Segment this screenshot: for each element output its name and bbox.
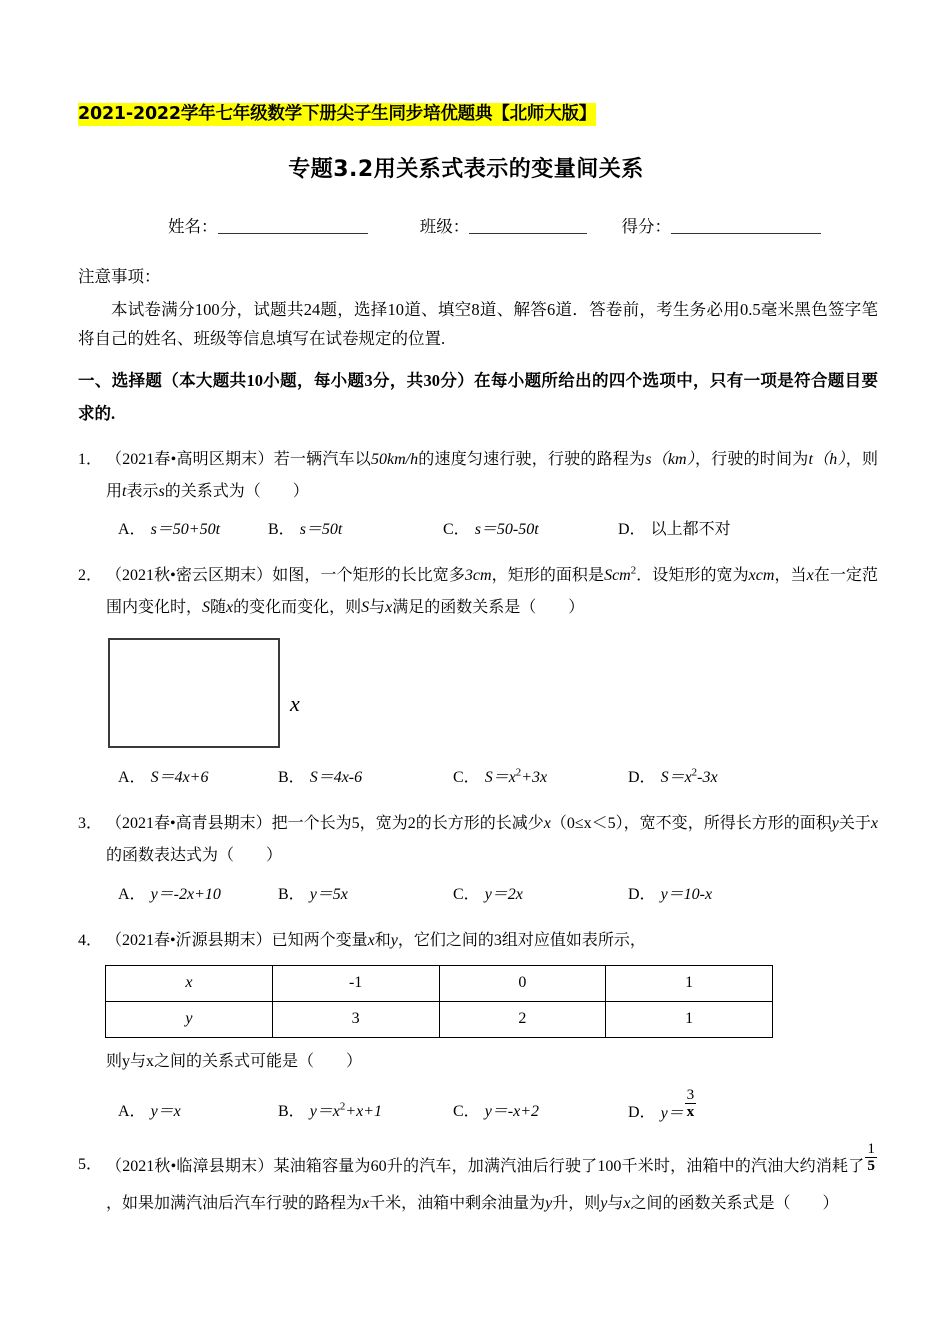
option-2-B-text: S＝4x‑6 (309, 769, 363, 787)
name-label: 姓名： (168, 216, 218, 236)
table-cell-x-3: 1 (606, 965, 773, 1001)
option-1-B-label: B． (268, 520, 295, 538)
question-1-number: 1． (78, 450, 103, 468)
rectangle-figure (78, 634, 878, 756)
q1-var-s: s (645, 450, 652, 468)
option-1-A-text: s＝50+50t (150, 520, 221, 538)
q1-var-t: t (808, 450, 813, 468)
option-3-C-label: C． (453, 885, 480, 903)
q2-area: Scm (604, 566, 631, 584)
q5-text-d: 升，则 (552, 1195, 601, 1213)
score-blank[interactable] (671, 218, 821, 234)
class-label: 班级： (419, 216, 470, 236)
question-5-text (78, 1139, 878, 1222)
q4-text-a: 已知两个变量 (271, 931, 368, 949)
option-4-A[interactable] (118, 1096, 278, 1128)
q2-var-x: x (806, 566, 814, 584)
question-3-options (78, 878, 878, 910)
option-2-B[interactable] (278, 762, 453, 794)
option-3-C-text: y＝2x (484, 885, 523, 903)
option-2-C[interactable] (453, 762, 628, 794)
q4-text-c: ，它们之间的3组对应值如表所示， (397, 931, 646, 949)
class-blank[interactable] (469, 218, 587, 234)
question-1-text (78, 444, 878, 508)
q1-text-b: 的速度匀速行驶，行驶的路程为 (418, 450, 646, 468)
q2-var-x3: x (385, 598, 393, 616)
rectangle-width-label: x (290, 690, 300, 716)
option-2-A-label: A． (118, 769, 146, 787)
notice-body: 本试卷满分100分，试题共24题，选择10道、填空8道、解答6道．答卷前，考生务必用0.5毫米黑色签字笔将自己的姓名、班级等信息填写在试卷规定的位置. (78, 299, 878, 348)
option-3-A-text: y＝‑2x+10 (150, 885, 221, 903)
q2-text-e: 在一定范围内变化时， (106, 566, 878, 616)
table-cell-y-1: 3 (272, 1001, 439, 1037)
table-cell-y-2: 2 (439, 1001, 606, 1037)
question-2-text (78, 560, 878, 624)
table-cell-y-3: 1 (606, 1001, 773, 1037)
question-4-text (78, 925, 878, 957)
q1-text-f: 的关系式为（ ） (164, 482, 309, 500)
question-2-options (78, 762, 878, 794)
option-3-A-label: A． (118, 885, 146, 903)
q5-var-y: y (545, 1195, 553, 1213)
option-4-D[interactable] (628, 1085, 697, 1130)
document-banner (78, 104, 878, 126)
option-1-C[interactable] (443, 514, 618, 546)
option-1-C-text: s＝50‑50t (474, 520, 539, 538)
name-field (168, 213, 368, 237)
question-3-text (78, 808, 878, 872)
question-3 (78, 808, 878, 910)
question-1-source: （2021春•高明区期末） (106, 450, 274, 468)
q5-text-a: 某油箱容量为60升的汽车，加满汽油后行驶了100千米时，油箱中的汽油大约消耗了 (273, 1158, 865, 1176)
option-2-C-tail: +3x (521, 769, 548, 787)
q1-unit-km: （km） (651, 450, 695, 468)
values-table (105, 965, 773, 1038)
question-4-options (78, 1085, 878, 1130)
q1-var-t2: t (122, 482, 127, 500)
q2-len-diff: 3cm (464, 566, 492, 584)
option-4-B-sup: 2 (339, 1100, 346, 1113)
option-2-C-base: S＝x (484, 769, 516, 787)
option-3-D[interactable] (628, 879, 712, 911)
option-4-D-base: y＝ (660, 1104, 684, 1122)
fraction-denominator: x (686, 1102, 695, 1120)
q2-width-var: xcm (748, 566, 775, 584)
q1-text-d: ，则用 (106, 450, 878, 500)
fraction-numerator: 3 (686, 1085, 695, 1103)
option-4-A-text: y＝x (150, 1102, 181, 1120)
table-cell-x-1: ‑1 (272, 965, 439, 1001)
option-2-D-label: D． (628, 769, 656, 787)
question-2 (78, 560, 878, 794)
q3-text-c: 关于 (838, 815, 871, 833)
q3-var-x2: x (870, 815, 878, 833)
option-4-B-base: y＝x (309, 1102, 340, 1120)
option-1-A[interactable] (118, 514, 268, 546)
option-3-B-label: B． (278, 885, 305, 903)
q3-text-b: ，宽不变，所得长方形的面积 (623, 815, 832, 833)
score-field (622, 213, 822, 237)
question-1-options (78, 514, 878, 546)
q2-text-f: 随 (210, 598, 227, 616)
q2-text-g: 的变化而变化，则 (233, 598, 362, 616)
option-4-B-tail: +x+1 (345, 1102, 383, 1120)
fraction-3-over-x (685, 1087, 697, 1120)
document-content (78, 104, 878, 1223)
question-5 (78, 1139, 878, 1222)
q5-var-x: x (362, 1195, 370, 1213)
q2-var-S2: S (361, 598, 370, 616)
q2-var-S: S (202, 598, 211, 616)
option-4-B-label: B． (278, 1102, 305, 1120)
option-4-C-label: C． (453, 1102, 480, 1120)
option-1-D-label: D． (618, 520, 646, 538)
option-2-C-label: C． (453, 769, 480, 787)
q5-text-c: 千米，油箱中剩余油量为 (369, 1195, 546, 1213)
q2-text-b: ，矩形的面积是 (491, 566, 605, 584)
table-row (106, 1001, 773, 1037)
option-3-D-label: D． (628, 885, 656, 903)
q4-var-x: x (367, 931, 375, 949)
option-3-A[interactable] (118, 879, 278, 911)
option-1-C-label: C． (443, 520, 470, 538)
option-4-D-label: D． (628, 1104, 656, 1122)
option-1-A-label: A． (118, 520, 146, 538)
fraction-1-over-5 (865, 1141, 877, 1174)
option-2-A[interactable] (118, 762, 278, 794)
table-row-header-x: x (106, 965, 273, 1001)
q3-text-a: 把一个长为5，宽为2的长方形的长减少 (271, 815, 544, 833)
question-2-number: 2． (78, 566, 103, 584)
q5-var-y2: y (600, 1195, 608, 1213)
question-5-source: （2021秋•临漳县期末） (106, 1158, 274, 1176)
q1-text-c: ，行驶的时间为 (694, 450, 809, 468)
option-4-B[interactable] (278, 1096, 453, 1128)
option-4-A-label: A． (118, 1102, 146, 1120)
page-title: 专题3.2用关系式表示的变量间关系 (288, 156, 644, 182)
banner-text: 2021-2022学年七年级数学下册尖子生同步培优题典【北师大版】 (78, 104, 597, 124)
q4-text-b: 和 (374, 931, 391, 949)
question-1 (78, 444, 878, 546)
q3-var-y: y (831, 815, 839, 833)
q1-speed: 50km/h (370, 450, 419, 468)
q1-unit-h: （h） (812, 450, 846, 468)
q5-text-e: 与 (607, 1195, 624, 1213)
option-1-D[interactable] (618, 514, 731, 546)
q5-var-x2: x (623, 1195, 631, 1213)
fraction-numerator: 1 (867, 1139, 875, 1157)
section-heading: 一、选择题（本大题共10小题，每小题3分，共30分）在每小题所给出的四个选项中，只有一项是符合题目要求的. (78, 370, 878, 423)
q3-text-d: 的函数表达式为（ ） (106, 847, 283, 865)
question-4-number: 4． (78, 931, 103, 949)
q2-var-x2: x (226, 598, 234, 616)
option-3-D-text: y＝10‑x (660, 885, 713, 903)
q3-var-x: x (543, 815, 551, 833)
q4-var-y: y (390, 931, 398, 949)
q1-text-e: 表示 (126, 482, 159, 500)
score-label: 得分： (621, 216, 671, 236)
q1-var-s2: s (158, 482, 165, 500)
q2-text-h: 与 (369, 598, 386, 616)
option-1-B[interactable] (268, 514, 443, 546)
question-4-table-wrap (78, 965, 878, 1038)
table-row-header-y: y (106, 1001, 273, 1037)
q5-text-b: ，如果加满汽油后汽车行驶的路程为 (106, 1195, 363, 1213)
question-2-source: （2021秋•密云区期末） (106, 566, 273, 584)
option-2-D-sup: 2 (691, 766, 698, 779)
q2-text-a: 如图，一个矩形的长比宽多 (272, 566, 465, 584)
option-4-C-text: y＝‑x+2 (484, 1102, 540, 1120)
fraction-denominator: 5 (867, 1156, 875, 1174)
q2-text-c: ．设矩形的宽为 (636, 566, 749, 584)
class-field (420, 213, 588, 237)
option-3-C[interactable] (453, 879, 628, 911)
option-3-B-text: y＝5x (309, 885, 348, 903)
q2-text-i: 满足的函数关系是（ ） (392, 598, 585, 616)
notice-title: 注意事项： (78, 266, 161, 286)
option-2-A-text: S＝4x+6 (150, 769, 209, 787)
question-4-source: （2021春•沂源县期末） (106, 931, 272, 949)
name-blank[interactable] (218, 218, 368, 234)
q2-area-sup: 2 (630, 564, 637, 577)
student-info-line (78, 213, 878, 237)
option-2-B-label: B． (278, 769, 305, 787)
question-4-after-table: 则y与x之间的关系式可能是（ ） (106, 1052, 363, 1070)
option-4-C[interactable] (453, 1096, 628, 1128)
question-3-source: （2021春•高青县期末） (106, 815, 272, 833)
question-5-number: 5． (78, 1156, 103, 1174)
option-2-D-base: S＝x (660, 769, 692, 787)
table-cell-x-2: 0 (439, 965, 606, 1001)
rectangle-shape (108, 638, 280, 748)
option-1-D-text: 以上都不对 (650, 520, 731, 538)
table-row (106, 965, 773, 1001)
option-1-B-text: s＝50t (299, 520, 343, 538)
option-2-C-sup: 2 (515, 766, 522, 779)
q1-text-a: 若一辆汽车以 (273, 450, 371, 468)
question-3-number: 3． (78, 815, 103, 833)
option-2-D[interactable] (628, 762, 718, 794)
q2-text-d: ，当 (774, 566, 807, 584)
q5-text-f: 之间的函数关系式是（ ） (630, 1195, 839, 1213)
question-4 (78, 925, 878, 1130)
option-2-D-tail: ‑3x (697, 769, 718, 787)
q3-range: （0≤x＜5） (550, 815, 624, 833)
option-3-B[interactable] (278, 879, 453, 911)
